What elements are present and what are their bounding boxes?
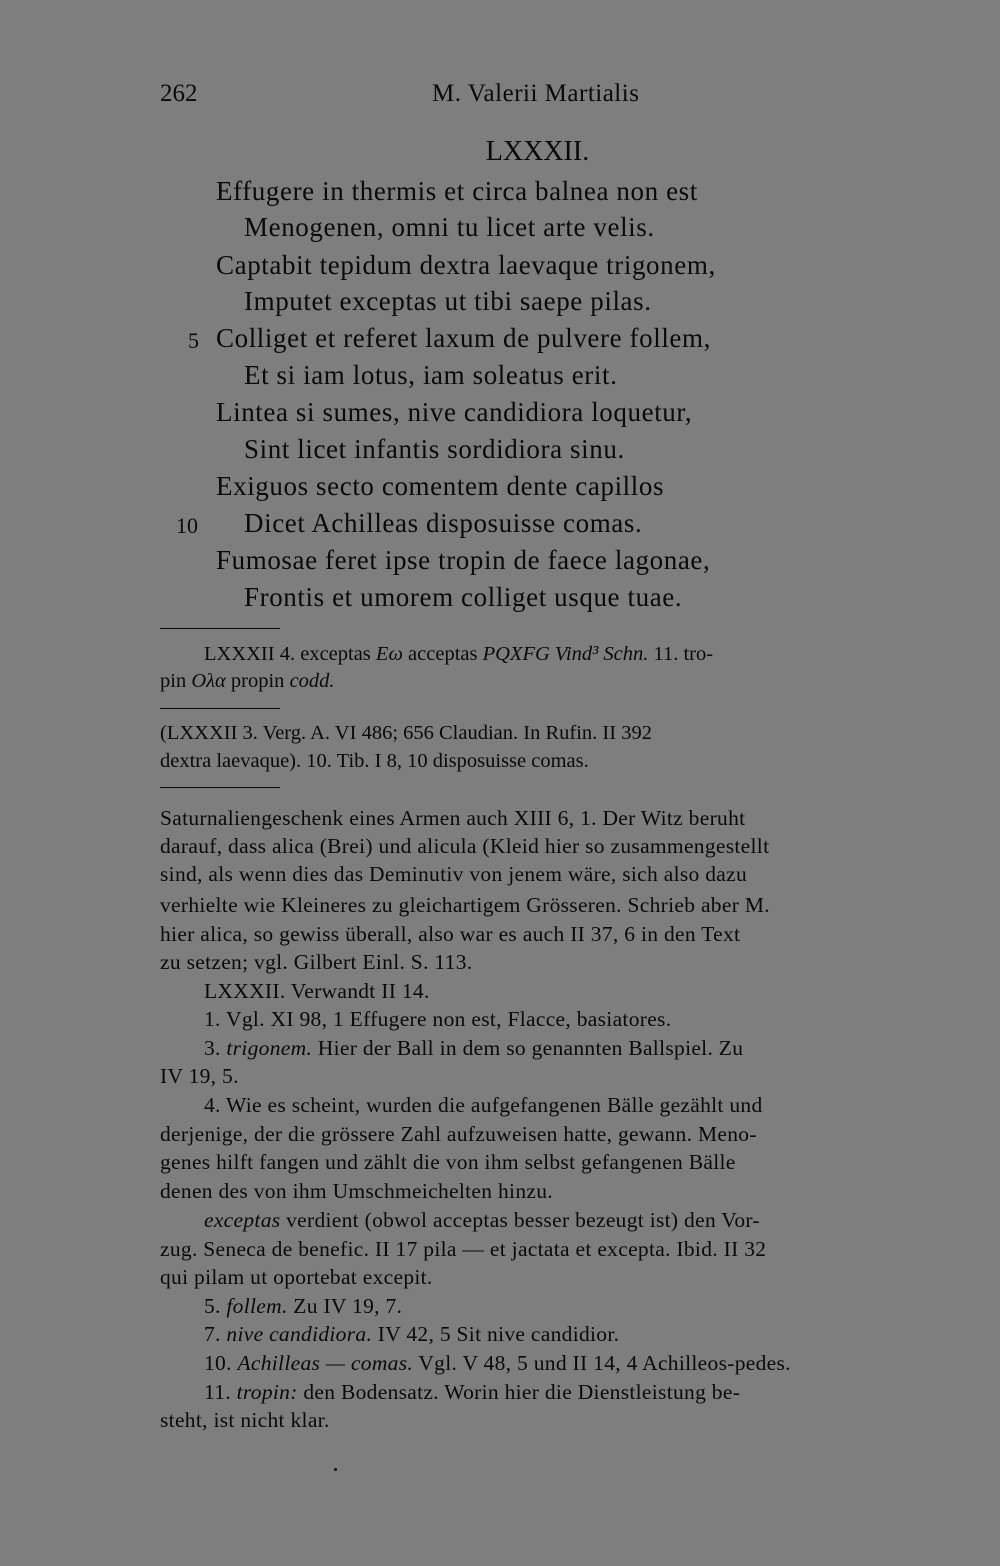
commentary-note-5 — [204, 1294, 402, 1319]
note-number: 3. — [204, 1036, 227, 1060]
testimonia-line-1: (LXXXII 3. Verg. A. VI 486; 656 Claudian. In Rufin. II 392 — [160, 722, 652, 744]
note-lemma: Achilleas — comas. — [237, 1351, 414, 1375]
running-title: M. Valerii Martialis — [432, 80, 640, 107]
note-text: Vgl. V 48, 5 und II 14, 4 Achilleos-pedes. — [413, 1351, 791, 1375]
note-text: den Bodensatz. Worin hier die Dienstleistung be- — [297, 1380, 741, 1404]
note-number: 7. — [204, 1322, 227, 1346]
verse-line-12: Frontis et umorem colliget usque tuae. — [244, 582, 683, 612]
testimonia-line-2: dextra laevaque). 10. Tib. I 8, 10 disposuisse comas. — [160, 750, 589, 772]
apparatus-text: 11. tro- — [648, 643, 714, 665]
commentary-note-10 — [204, 1351, 791, 1376]
commentary-note-11 — [204, 1380, 740, 1405]
commentary-rule — [160, 787, 280, 788]
commentary-note-4: 4. Wie es scheint, wurden die aufgefangenen Bälle gezählt und — [204, 1093, 763, 1117]
commentary-heading: LXXXII. Verwandt II 14. — [204, 979, 430, 1003]
note-text: IV 42, 5 Sit nive candidior. — [372, 1322, 620, 1346]
testimonia-rule — [160, 708, 280, 709]
note-text: Hier der Ball in dem so genannten Ballspiel. Zu — [312, 1036, 744, 1060]
note-lemma: exceptas — [204, 1208, 281, 1232]
apparatus-siglum: Eω — [375, 643, 403, 665]
commentary-note-exceptas-cont-1: zug. Seneca de benefic. II 17 pila — et jactata et excepta. Ibid. II 32 — [160, 1237, 767, 1261]
verse-line-7: Lintea si sumes, nive candidiora loquetur, — [216, 397, 693, 427]
verse-line-11: Fumosae feret ipse tropin de faece lagonae, — [216, 545, 711, 575]
commentary-note-exceptas-cont-2: qui pilam ut oportebat excepit. — [160, 1265, 433, 1289]
note-lemma: follem. — [226, 1294, 288, 1318]
commentary-intro-4: verhielte wie Kleineres zu gleichartigem Grösseren. Schrieb aber M. — [160, 893, 770, 917]
apparatus-line-1 — [204, 643, 713, 666]
apparatus-line-2 — [160, 670, 335, 693]
note-lemma: nive candidiora. — [226, 1322, 373, 1346]
apparatus-text: LXXXII 4. exceptas — [204, 643, 376, 665]
commentary-intro-6: zu setzen; vgl. Gilbert Einl. S. 113. — [160, 950, 473, 974]
apparatus-sigla: codd. — [289, 670, 335, 692]
note-number: 11. — [204, 1380, 237, 1404]
note-lemma: trigonem. — [226, 1036, 313, 1060]
apparatus-rule — [160, 628, 280, 629]
verse-line-10: Dicet Achilleas disposuisse comas. — [244, 508, 643, 538]
note-text: Zu IV 19, 7. — [287, 1294, 403, 1318]
verse-line-6: Et si iam lotus, iam soleatus erit. — [244, 360, 618, 390]
note-number: 5. — [204, 1294, 227, 1318]
commentary-note-4-cont-1: derjenige, der die grössere Zahl aufzuweisen hatte, gewann. Meno- — [160, 1122, 757, 1146]
apparatus-text: pin — [160, 670, 192, 692]
page-number: 262 — [160, 80, 198, 107]
verse-line-8: Sint licet infantis sordidiora sinu. — [244, 434, 625, 464]
commentary-note-3 — [204, 1036, 743, 1061]
commentary-note-1: 1. Vgl. XI 98, 1 Effugere non est, Flacce, basiatores. — [204, 1007, 672, 1031]
commentary-intro-2: darauf, dass alica (Brei) und alicula (Kleid hier so zusammengestellt — [160, 834, 770, 858]
line-number-10: 10 — [176, 513, 198, 538]
commentary-intro-3: sind, als wenn dies das Deminutiv von jenem wäre, sich also dazu — [160, 862, 748, 886]
verse-line-9: Exiguos secto comentem dente capillos — [216, 471, 665, 501]
verse-line-2: Menogenen, omni tu licet arte velis. — [244, 212, 655, 242]
apparatus-text: acceptas — [402, 643, 483, 665]
commentary-note-4-cont-3: denen des von ihm Umschmeichelten hinzu. — [160, 1179, 553, 1203]
apparatus-sigla: PQXFG Vind³ Schn. — [482, 643, 649, 665]
commentary-note-3-cont: IV 19, 5. — [160, 1064, 239, 1088]
verse-line-1: Effugere in thermis et circa balnea non est — [216, 176, 698, 206]
verse-line-4: Imputet exceptas ut tibi saepe pilas. — [244, 286, 652, 316]
commentary-note-11-cont: steht, ist nicht klar. — [160, 1408, 330, 1432]
commentary-note-4-cont-2: genes hilft fangen und zählt die von ihm selbst gefangenen Bälle — [160, 1150, 736, 1174]
apparatus-siglum: Ολα — [191, 670, 226, 692]
commentary-note-7 — [204, 1322, 619, 1347]
note-number: 10. — [204, 1351, 238, 1375]
commentary-intro-1: Saturnaliengeschenk eines Armen auch XIII 6, 1. Der Witz beruht — [160, 806, 746, 830]
note-text: verdient (obwol acceptas besser bezeugt ist) den Vor- — [280, 1208, 760, 1232]
verse-line-3: Captabit tepidum dextra laevaque trigonem, — [216, 250, 716, 280]
line-number-5: 5 — [188, 328, 199, 353]
verse-line-5: Colliget et referet laxum de pulvere follem, — [216, 323, 711, 353]
apparatus-text: propin — [225, 670, 290, 692]
poem-title: LXXXII. — [485, 136, 590, 167]
print-speck — [334, 1468, 337, 1471]
commentary-note-exceptas — [204, 1208, 760, 1233]
note-lemma: tropin: — [236, 1380, 298, 1404]
commentary-intro-5: hier alica, so gewiss überall, also war es auch II 37, 6 in den Text — [160, 922, 741, 946]
page-header — [160, 80, 920, 116]
